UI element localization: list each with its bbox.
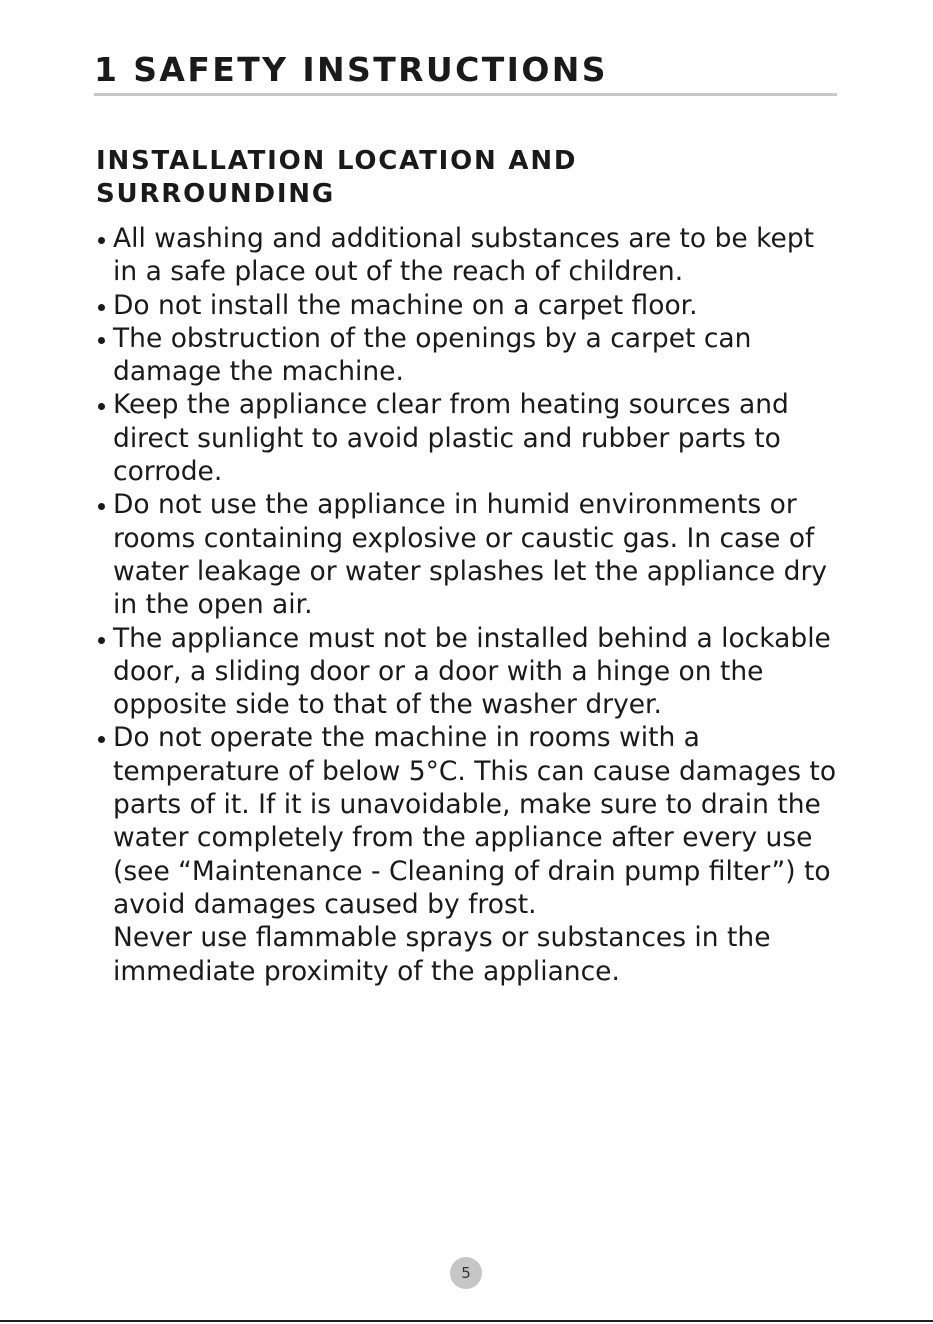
list-item-note: Never use flammable sprays or substances in the immediate proximity of the appliance.: [113, 922, 771, 987]
page-title: 1 SAFETY INSTRUCTIONS: [94, 50, 608, 89]
list-item: [96, 721, 841, 987]
bullet-icon: [98, 637, 105, 644]
section-heading: INSTALLATION LOCATION AND SURROUNDING: [96, 146, 578, 209]
bullet-icon: [98, 337, 105, 344]
list-item-text: Do not use the appliance in humid environments or rooms containing explosive or caustic gas. In case of water leakage or water splashes let the appliance dry in the open air.: [113, 489, 828, 621]
list-item: [96, 222, 841, 289]
bullet-icon: [98, 237, 105, 244]
bullet-icon: [98, 736, 105, 743]
list-item: [96, 388, 841, 488]
list-item-text: Do not install the machine on a carpet floor.: [113, 289, 698, 321]
list-item: [96, 322, 841, 389]
list-item: [96, 289, 841, 322]
list-item-text: Keep the appliance clear from heating sources and direct sunlight to avoid plastic and rubber parts to corrode.: [113, 389, 789, 488]
list-item-text: The obstruction of the openings by a carpet can damage the machine.: [113, 322, 752, 388]
list-item-text: The appliance must not be installed behind a lockable door, a sliding door or a door with a hinge on the opposite side to that of the washer dryer.: [113, 622, 831, 721]
list-item-text: Do not operate the machine in rooms with a temperature of below 5°C. This can cause damages to parts of it. If it is unavoidable, make sure to drain the water completely from the appliance after every use (see “Maintenance - Cleaning of drain pump filter”) to avoid damages caused by frost.: [113, 722, 837, 920]
safety-instructions-list: [96, 222, 841, 988]
page-number-badge: 5: [450, 1257, 482, 1289]
list-item: [96, 622, 841, 722]
bullet-icon: [98, 403, 105, 410]
bullet-icon: [98, 503, 105, 510]
list-item: [96, 488, 841, 621]
title-divider: [94, 93, 837, 96]
bullet-icon: [98, 304, 105, 311]
bottom-divider: [0, 1320, 933, 1322]
list-item-text: All washing and additional substances are to be kept in a safe place out of the reach of children.: [113, 223, 815, 288]
